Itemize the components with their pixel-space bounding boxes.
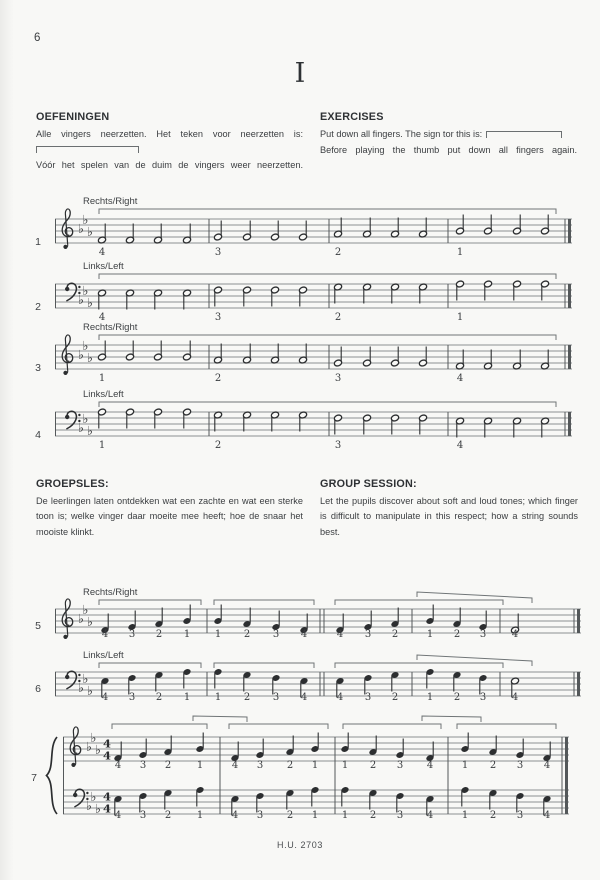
finger-number: 3: [396, 760, 404, 771]
finger-number: 3: [214, 312, 222, 323]
finger-number: 3: [272, 692, 280, 703]
page-number: 6: [34, 32, 41, 44]
finger-number: 3: [272, 629, 280, 640]
flat-sign: ♭: [78, 611, 84, 626]
time-signature: 4: [102, 736, 112, 751]
finger-number: 1: [311, 760, 319, 771]
finger-number: 1: [196, 760, 204, 771]
instruction-fragment: Put down all fingers. The sign tor this is:: [320, 128, 483, 139]
finger-number: 3: [334, 373, 342, 384]
finger-number: 1: [196, 810, 204, 821]
finger-number: 2: [489, 760, 497, 771]
finger-number: 2: [391, 692, 399, 703]
finger-number: 4: [98, 312, 106, 323]
put-down-bracket: [335, 663, 503, 668]
section-heading: GROUP SESSION:: [320, 478, 417, 490]
finger-number: 4: [231, 760, 239, 771]
hand-label: Rechts/Right: [83, 196, 138, 207]
exercise-1: [35, 196, 572, 258]
exercise-number: 5: [35, 620, 41, 632]
finger-number: 3: [334, 440, 342, 451]
finger-number: 4: [336, 692, 344, 703]
finger-number: 1: [341, 810, 349, 821]
finger-number: 3: [256, 760, 264, 771]
finger-number: 2: [489, 810, 497, 821]
flat-sign: ♭: [87, 683, 93, 698]
flat-sign: ♭: [78, 680, 84, 695]
finger-number: 2: [334, 312, 342, 323]
finger-number: 4: [231, 810, 239, 821]
exercise-4: [35, 389, 572, 451]
finger-number: 4: [543, 760, 551, 771]
exercise-number: 2: [35, 301, 41, 313]
put-down-bracket: [193, 716, 247, 722]
finger-number: 4: [101, 629, 109, 640]
finger-number: 3: [516, 760, 524, 771]
finger-number: 3: [139, 760, 147, 771]
put-down-bracket: [457, 724, 556, 729]
finger-number: 1: [341, 760, 349, 771]
finger-number: 3: [256, 810, 264, 821]
finger-number: 3: [214, 247, 222, 258]
finger-number: 1: [98, 373, 106, 384]
instruction-text: Alle vingers neerzetten. Het teken voor neerzetten is:: [36, 128, 303, 139]
flat-sign: ♭: [78, 347, 84, 362]
hand-label: Rechts/Right: [83, 322, 138, 333]
flat-sign: ♭: [87, 423, 93, 438]
plate-number: H.U. 2703: [277, 840, 323, 850]
flat-sign: ♭: [87, 224, 93, 239]
time-signature: 4: [102, 748, 112, 763]
put-down-bracket: [229, 724, 328, 729]
finger-number: 2: [334, 247, 342, 258]
finger-number: 4: [114, 810, 122, 821]
finger-number: 2: [214, 440, 222, 451]
finger-number: 4: [456, 373, 464, 384]
instruction-text: Let the pupils discover about soft and loud tones; which finger is difficult to manipulate in this respect; how a string sounds best.: [320, 495, 578, 537]
flat-sign: ♭: [82, 212, 89, 227]
instruction-text: De leerlingen laten ontdekken wat een zachte en wat een sterke toon is; welke vinger daar moeite mee heeft; hoe de snaar het mooiste klinkt.: [36, 495, 303, 537]
instruction-text: Vóór het spelen van de duim de vingers weer neerzetten.: [36, 160, 303, 170]
finger-number: 2: [214, 373, 222, 384]
finger-number: 3: [139, 810, 147, 821]
exercise-2: [35, 261, 572, 323]
put-down-bracket: [112, 724, 207, 729]
finger-number: 4: [456, 440, 464, 451]
put-down-bracket: [335, 600, 503, 605]
finger-number: 4: [336, 629, 344, 640]
finger-number: 4: [114, 760, 122, 771]
flat-sign: ♭: [82, 283, 89, 298]
finger-number: 4: [543, 810, 551, 821]
finger-number: 2: [155, 692, 163, 703]
exercise-number: 3: [35, 362, 41, 374]
flat-sign: ♭: [90, 730, 97, 745]
flat-sign: ♭: [90, 789, 97, 804]
flat-sign: ♭: [82, 671, 89, 686]
finger-number: 4: [511, 629, 519, 640]
flat-sign: ♭: [78, 221, 84, 236]
flat-sign: ♭: [82, 338, 89, 353]
exercise-6: [35, 650, 581, 703]
flat-sign: ♭: [87, 350, 93, 365]
grand-staff-brace: [47, 737, 58, 814]
finger-number: 4: [300, 629, 308, 640]
put-down-bracket: [99, 274, 556, 279]
put-down-bracket: [422, 716, 481, 722]
finger-number: 1: [426, 629, 434, 640]
finger-number: 1: [214, 629, 222, 640]
section-heading: GROEPSLES:: [36, 478, 109, 490]
finger-number: 4: [101, 692, 109, 703]
finger-number: 2: [155, 629, 163, 640]
finger-number: 3: [396, 810, 404, 821]
flat-sign: ♭: [86, 798, 92, 813]
finger-number: 3: [128, 692, 136, 703]
finger-number: 2: [453, 629, 461, 640]
flat-sign: ♭: [87, 295, 93, 310]
section-heading: OEFENINGEN: [36, 111, 110, 123]
hand-label: Links/Left: [83, 261, 124, 272]
finger-number: 2: [369, 760, 377, 771]
finger-number: 1: [183, 629, 191, 640]
finger-number: 1: [461, 760, 469, 771]
flat-sign: ♭: [87, 614, 93, 629]
finger-number: 1: [456, 312, 464, 323]
flat-sign: ♭: [82, 411, 89, 426]
hand-label: Links/Left: [83, 650, 124, 661]
exercise-number: 7: [31, 772, 37, 784]
exercise-5: [35, 587, 581, 640]
put-down-bracket: [99, 335, 556, 340]
put-down-bracket: [99, 402, 556, 407]
finger-number: 2: [164, 760, 172, 771]
finger-number: 3: [128, 629, 136, 640]
put-down-bracket: [417, 592, 532, 603]
instruction-text: Before playing the thumb put down all fingers again.: [320, 145, 577, 155]
put-down-bracket: [99, 600, 201, 605]
finger-number: 3: [516, 810, 524, 821]
exercise-number: 6: [35, 683, 41, 695]
flat-sign: ♭: [86, 739, 92, 754]
finger-number: 4: [426, 760, 434, 771]
time-signature: 4: [102, 801, 112, 816]
put-down-bracket: [99, 663, 201, 668]
exercise-7: [31, 716, 569, 821]
finger-number: 4: [98, 247, 106, 258]
finger-number: 2: [453, 692, 461, 703]
put-down-bracket: [214, 600, 314, 605]
finger-number: 2: [243, 692, 251, 703]
chapter-heading: I: [294, 58, 306, 89]
exercise-3: [35, 322, 572, 384]
finger-number: 2: [243, 629, 251, 640]
hand-label: Rechts/Right: [83, 587, 138, 598]
section-heading: EXERCISES: [320, 111, 384, 123]
finger-number: 2: [286, 810, 294, 821]
flat-sign: ♭: [82, 602, 89, 617]
hand-label: Links/Left: [83, 389, 124, 400]
finger-number: 4: [300, 692, 308, 703]
put-down-bracket: [214, 663, 314, 668]
finger-number: 1: [311, 810, 319, 821]
finger-number: 4: [511, 692, 519, 703]
finger-number: 3: [364, 629, 372, 640]
finger-number: 3: [479, 629, 487, 640]
flat-sign: ♭: [78, 292, 84, 307]
finger-number: 2: [369, 810, 377, 821]
exercise-number: 1: [35, 236, 41, 248]
finger-number: 1: [183, 692, 191, 703]
finger-number: 3: [364, 692, 372, 703]
put-down-bracket: [99, 209, 556, 214]
finger-number: 1: [214, 692, 222, 703]
time-signature: 4: [102, 789, 112, 804]
finger-number: 1: [98, 440, 106, 451]
finger-number: 2: [286, 760, 294, 771]
flat-sign: ♭: [95, 742, 101, 757]
put-down-bracket: [417, 655, 532, 666]
finger-number: 1: [461, 810, 469, 821]
finger-number: 2: [164, 810, 172, 821]
exercise-number: 4: [35, 429, 41, 441]
finger-number: 3: [479, 692, 487, 703]
finger-number: 1: [426, 692, 434, 703]
flat-sign: ♭: [78, 420, 84, 435]
finger-number: 1: [456, 247, 464, 258]
finger-number: 4: [426, 810, 434, 821]
finger-number: 2: [391, 629, 399, 640]
put-down-bracket: [343, 724, 441, 729]
flat-sign: ♭: [95, 801, 101, 816]
